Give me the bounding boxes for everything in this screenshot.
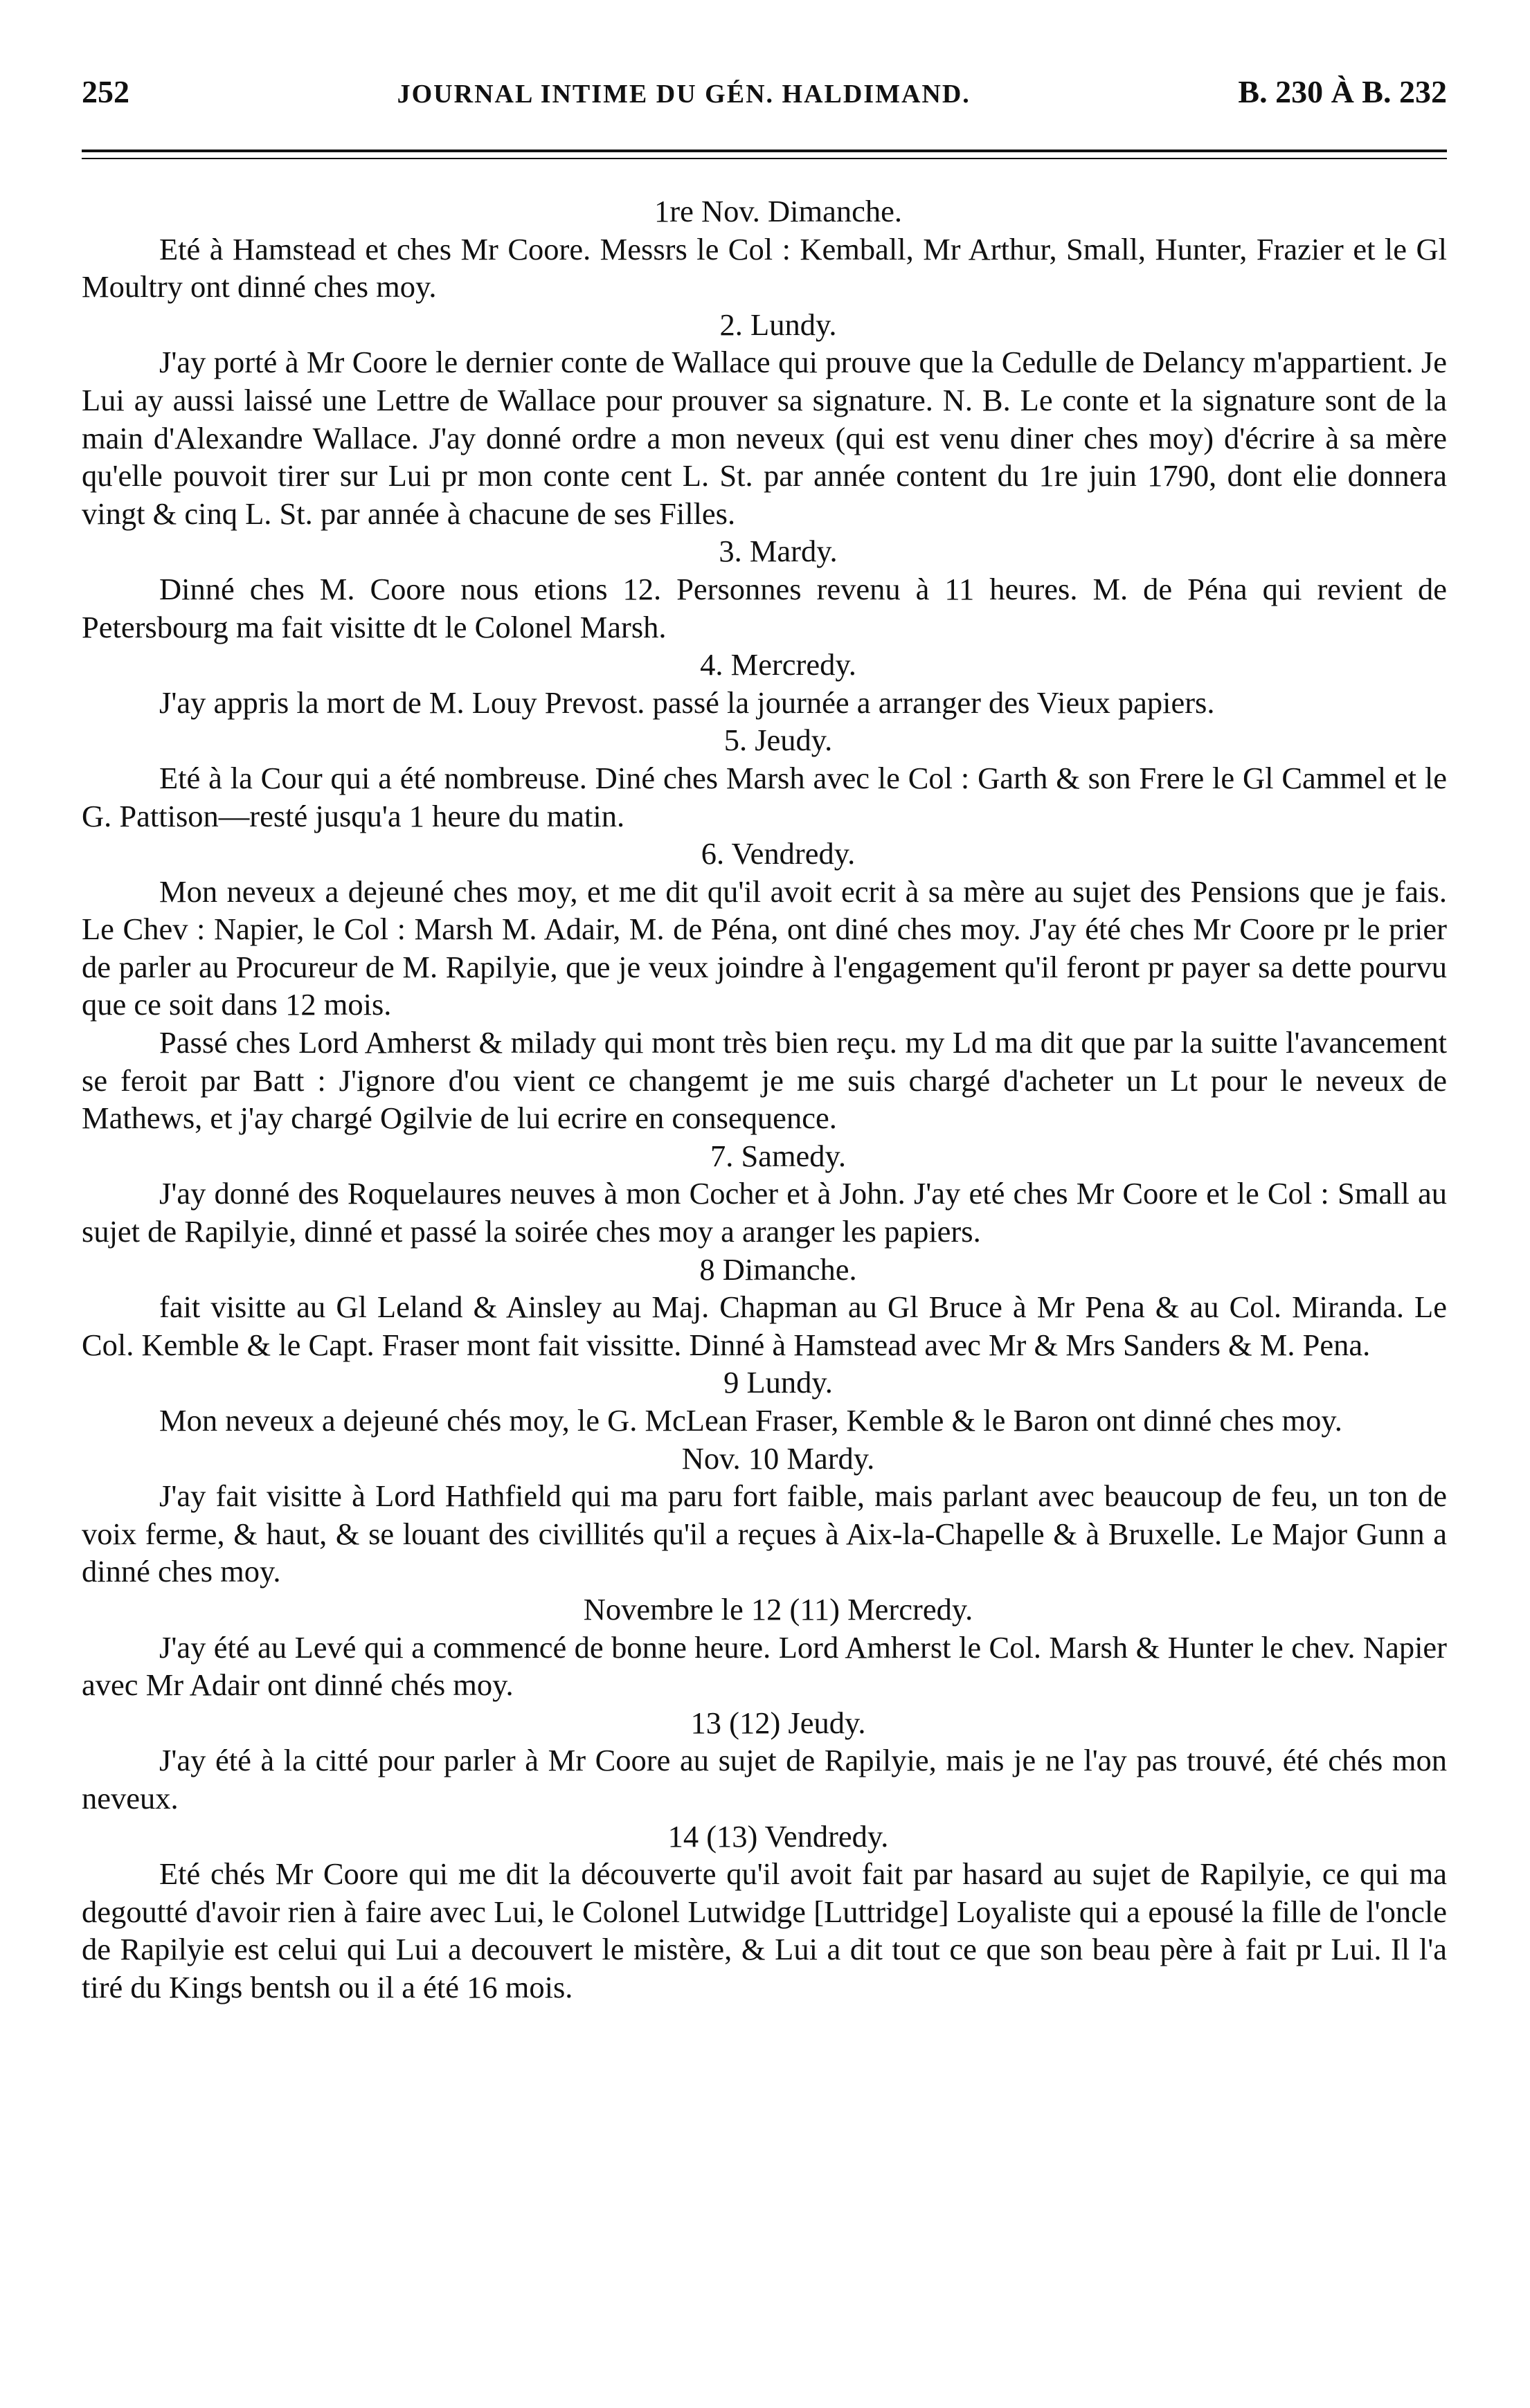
entry-date: 13 (12) Jeudy. <box>690 1705 866 1740</box>
entry-date: 2. Lundy. <box>719 307 837 342</box>
entry-date: 6. Vendredy. <box>701 836 856 871</box>
entry-paragraph: J'ay appris la mort de M. Louy Prevost. passé la journée a arranger des Vieux papiers. <box>159 685 1215 720</box>
entry-date: 3. Mardy. <box>719 534 838 569</box>
entry-paragraph: Eté à Hamstead et ches Mr Coore. Messrs le Col : Kemball, Mr Arthur, Small, Hunter, Frazier et le Gl Moultry ont dinné ches moy. <box>82 231 1447 305</box>
journal-entry <box>82 1818 1447 2007</box>
running-head <box>82 76 1447 108</box>
entry-date: 1re Nov. Dimanche. <box>654 194 902 228</box>
page-number: 252 <box>82 74 129 109</box>
entry-paragraph: fait visitte au Gl Leland & Ainsley au Maj. Chapman au Gl Bruce à Mr Pena & au Col. Miranda. Le Col. Kemble & le Capt. Fraser mont fait vissitte. Dinné à Hamstead avec Mr & Mrs Sanders & M. Pena. <box>82 1289 1447 1362</box>
entry-date: 7. Samedy. <box>710 1138 847 1173</box>
journal-entry <box>82 835 1447 1137</box>
journal-entry <box>82 1137 1447 1251</box>
header-rule <box>82 150 1447 159</box>
entry-paragraph: Dinné ches M. Coore nous etions 12. Personnes revenu à 11 heures. M. de Péna qui revient de Petersbourg ma fait visitte dt le Colonel Marsh. <box>82 571 1447 644</box>
entry-paragraph: J'ay été au Levé qui a commencé de bonne heure. Lord Amherst le Col. Marsh & Hunter le chev. Napier avec Mr Adair ont dinné chés moy. <box>82 1629 1447 1703</box>
entry-date: 4. Mercredy. <box>700 647 856 682</box>
entry-paragraph: Mon neveux a dejeuné chés moy, le G. McLean Fraser, Kemble & le Baron ont dinné ches moy. <box>159 1403 1342 1438</box>
entry-paragraph: J'ay été à la citté pour parler à Mr Coore au sujet de Rapilyie, mais je ne l'ay pas trouvé, été chés mon neveux. <box>82 1743 1447 1816</box>
entry-paragraph: J'ay donné des Roquelaures neuves à mon Cocher et à John. J'ay eté ches Mr Coore et le Col : Small au sujet de Rapilyie, dinné et passé la soirée ches moy a aranger les papiers. <box>82 1176 1447 1249</box>
entry-paragraph: Eté chés Mr Coore qui me dit la découverte qu'il avoit fait par hasard au sujet de Rapilyie, ce qui ma degoutté d'avoir rien à faire avec Lui, le Colonel Lutwidge [Luttridge] Loyaliste qui a epousé la fille de l'oncle de Rapilyie est celui qui Lui a decouvert le mistère, & Lui a dit tout ce que son beau père à fait pr Lui. Il l'a tiré du Kings bentsh ou il a été 16 mois. <box>82 1856 1447 2004</box>
journal-entry <box>82 1364 1447 1439</box>
entry-paragraph: J'ay porté à Mr Coore le dernier conte de Wallace qui prouve que la Cedulle de Delancy m'appartient. Je Lui ay aussi laissé une Lettre de Wallace pour prouver sa signature. N. B. Le conte et la signature sont de la main d'Alexandre Wallace. J'ay donné ordre a mon neveux (qui est venu diner ches moy) d'écrire à sa mère qu'elle pouvoit tirer sur Lui pr mon conte cent L. St. par année content du 1re juin 1790, dont elie donnera vingt & cinq L. St. par année à chacune de ses Filles. <box>82 345 1447 531</box>
entry-paragraph: J'ay fait visitte à Lord Hathfield qui ma paru fort faible, mais parlant avec beaucoup de feu, un ton de voix ferme, & haut, & se louant des civillités qu'il a reçues à Aix-la-Chapelle & à Bruxelle. Le Major Gunn a dinné ches moy. <box>82 1478 1447 1589</box>
entry-date: 5. Jeudy. <box>723 723 833 758</box>
journal-entry <box>82 1440 1447 1591</box>
journal-entry <box>82 1704 1447 1818</box>
entry-date: 8 Dimanche. <box>699 1251 857 1287</box>
entry-paragraph: Mon neveux a dejeuné ches moy, et me dit qu'il avoit ecrit à sa mère au sujet des Pensions que je fais. Le Chev : Napier, le Col : Marsh M. Adair, M. de Péna, ont diné ches moy. J'ay été ches Mr Coore pr le prier de parler au Procureur de M. Rapilyie, que je veux joindre à l'engagement qu'il feront pr payer sa dette pourvu que ce soit dans 12 mois. <box>82 873 1447 1022</box>
entry-date: 9 Lundy. <box>723 1365 833 1400</box>
entry-date: Novembre le 12 (11) Mercredy. <box>583 1591 973 1627</box>
running-title: JOURNAL INTIME DU GÉN. HALDIMAND. <box>397 80 971 109</box>
journal-entry <box>82 646 1447 721</box>
journal-entry <box>82 1251 1447 1364</box>
entry-date: 14 (13) Vendredy. <box>667 1818 889 1854</box>
journal-entry <box>82 306 1447 533</box>
journal-entry <box>82 1591 1447 1704</box>
journal-entries <box>82 192 1447 2007</box>
journal-entry <box>82 192 1447 306</box>
journal-entry <box>82 721 1447 835</box>
entry-date: Nov. 10 Mardy. <box>681 1440 875 1476</box>
folio-range: B. 230 À B. 232 <box>1238 74 1447 109</box>
journal-entry <box>82 532 1447 646</box>
entry-paragraph: Passé ches Lord Amherst & milady qui mont très bien reçu. my Ld ma dit que par la suitte l'avancement se feroit par Batt : J'ignore d'ou vient ce changemt je me suis chargé d'acheter un Lt pour le neveux de Mathews, et j'ay chargé Ogilvie de lui ecrire en consequence. <box>82 1025 1447 1136</box>
entry-paragraph: Eté à la Cour qui a été nombreuse. Diné ches Marsh avec le Col : Garth & son Frere le Gl Cammel et le G. Pattison—resté jusqu'a 1 heure du matin. <box>82 760 1447 833</box>
